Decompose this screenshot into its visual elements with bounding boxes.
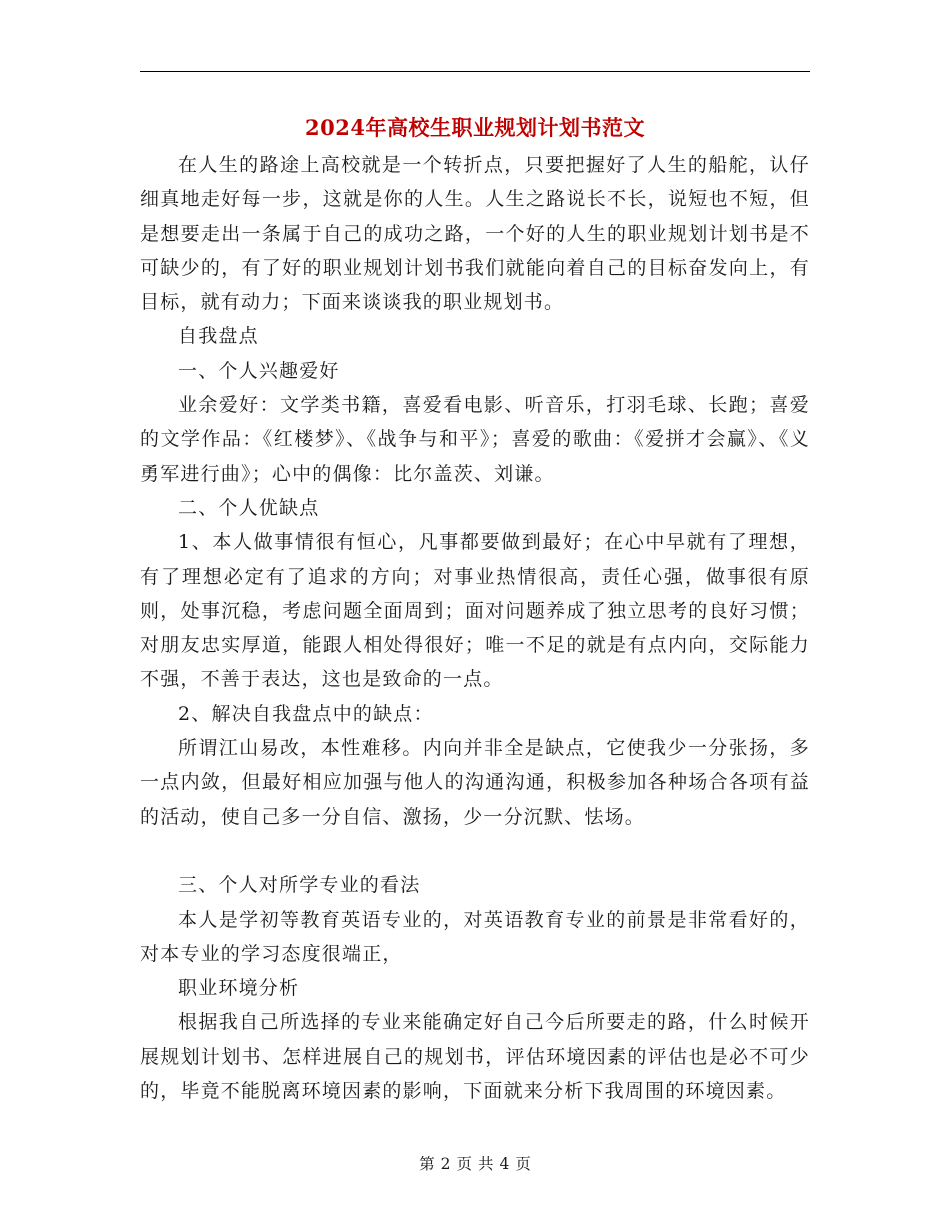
heading-major-view: 三、个人对所学专业的看法 [178, 874, 421, 897]
blank-line [140, 834, 810, 868]
total-pages: 4 [499, 1155, 510, 1173]
heading-strengths-weaknesses: 二、个人优缺点 [178, 496, 320, 519]
heading-environment-analysis: 职业环境分析 [178, 977, 300, 1000]
footer-total-prefix: 共 [478, 1155, 494, 1173]
page-footer [0, 1152, 950, 1174]
footer-page-unit: 页 [456, 1155, 472, 1173]
heading-self-inventory: 自我盘点 [178, 325, 259, 348]
page-number: 2 [440, 1155, 451, 1173]
footer-total-unit: 页 [515, 1155, 531, 1173]
paragraph-strengths: 1、本人做事情很有恒心，凡事都要做到最好；在心中早就有了理想，有了理想必定有了追求的方向；对事业热情很高，责任心强，做事很有原则，处事沉稳，考虑问题全面周到；面对问题养成了独立思考的良好习惯；对朋友忠实厚道，能跟人相处得很好；唯一不足的就是有点内向，交际能力不强，不善于表达，这也是致命的一点。 [140, 531, 810, 691]
document-title: 2024年高校生职业规划计划书范文 [305, 115, 645, 140]
paragraph-intro: 在人生的路途上高校就是一个转折点，只要把握好了人生的船舵，认仔细真地走好每一步，这就是你的人生。人生之路说长不长，说短也不短，但是想要走出一条属于自己的成功之路，一个好的人生的职业规划计划书是不可缺少的，有了好的职业规划计划书我们就能向着自己的目标奋发向上，有目标，就有动力；下面来谈谈我的职业规划书。 [140, 154, 810, 314]
paragraph-resolve-weaknesses: 所谓江山易改，本性难移。内向并非全是缺点，它使我少一分张扬，多一点内敛，但最好相应加强与他人的沟通沟通，积极参加各种场合各项有益的活动，使自己多一分自信、激扬，少一分沉默、怯场。 [140, 737, 810, 828]
header-rule [140, 71, 810, 72]
document-body [140, 148, 810, 1108]
footer-prefix: 第 [419, 1155, 435, 1173]
paragraph-environment-analysis: 根据我自己所选择的专业来能确定好自己今后所要走的路，什么时候开展规划计划书、怎样进展自己的规划书，评估环境因素的评估也是必不可少的，毕竟不能脱离环境因素的影响，下面就来分析下我周围的环境因素。 [140, 1011, 810, 1103]
heading-interests: 一、个人兴趣爱好 [178, 359, 340, 382]
paragraph-major-view: 本人是学初等教育英语专业的，对英语教育专业的前景是非常看好的，对本专业的学习态度很端正， [140, 908, 810, 965]
paragraph-interests: 业余爱好：文学类书籍，喜爱看电影、听音乐，打羽毛球、长跑；喜爱的文学作品：《红楼梦》、《战争与和平》；喜爱的歌曲：《爱拼才会赢》、《义勇军进行曲》；心中的偶像：比尔盖茨、刘谦。 [140, 394, 810, 485]
heading-resolve-weaknesses: 2、解决自我盘点中的缺点： [178, 702, 434, 725]
